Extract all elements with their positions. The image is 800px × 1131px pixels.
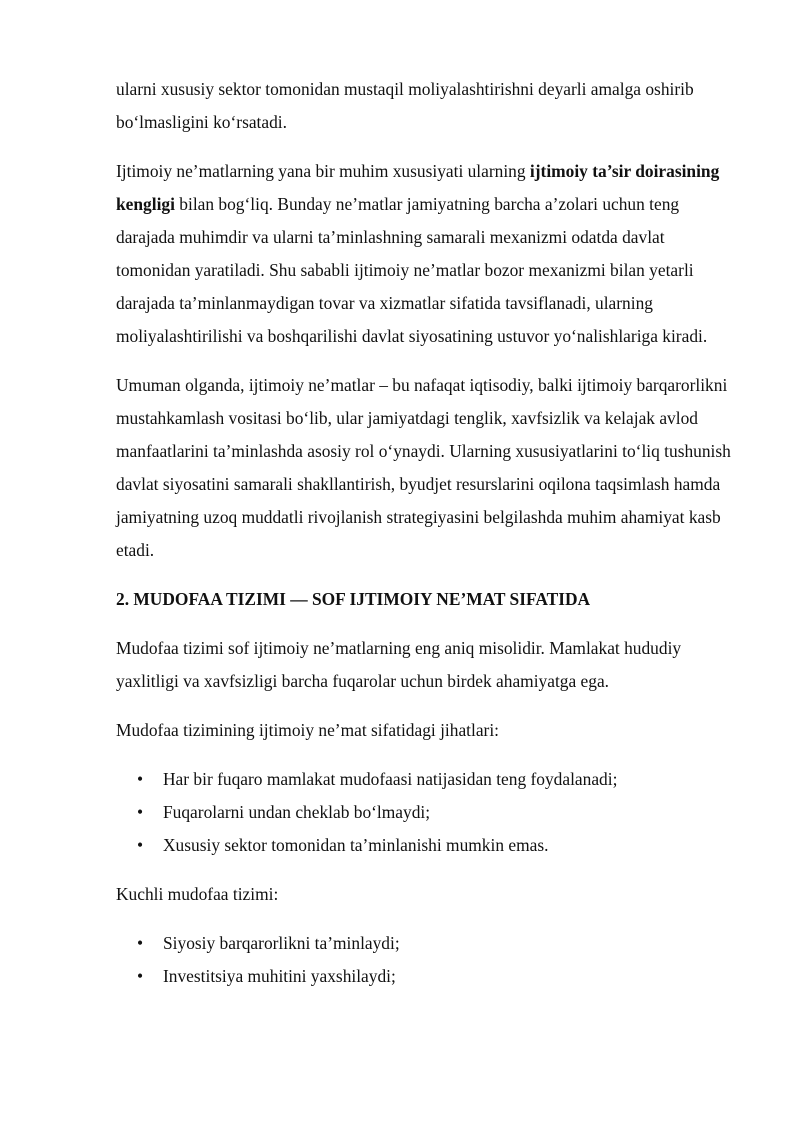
strong-defense-list <box>116 927 742 993</box>
list-item-text: Siyosiy barqarorlikni ta’minlaydi; <box>163 933 400 953</box>
list-item-text: Xususiy sektor tomonidan ta’minlanishi mumkin emas. <box>163 835 549 855</box>
bold-phrase: ijtimoiy ta’sir doirasining kengligi <box>116 161 720 214</box>
strong-defense-label: Kuchli mudofaa tizimi: <box>116 884 279 904</box>
section-heading: 2. MUDOFAA TIZIMI — SOF IJTIMOIY NE’MAT SIFATIDA <box>116 589 591 609</box>
aspects-list <box>116 763 742 862</box>
paragraph-text: Ijtimoiy ne’matlarning yana bir muhim xususiyati ularning <box>116 161 530 181</box>
bullet-icon: • <box>137 933 144 953</box>
paragraph-summary: Umuman olganda, ijtimoiy ne’matlar – bu nafaqat iqtisodiy, balki ijtimoiy barqarorlikni mustahkamlash vositasi boʻlib, ular jamiyatdagi tenglik, xavfsizlik va kelajak avlod manfaatlarini ta’minlashda asosiy rol oʻynaydi. Ularning xususiyatlarini toʻliq tushunish davlat siyosatini samarali shakllantirish, byudjet resurslarini oqilona taqsimlash hamda jamiyatning uzoq muddatli rivojlanish strategiyasini belgilashda muhim ahamiyat kasb etadi. <box>116 375 731 560</box>
list-item <box>116 763 742 796</box>
paragraph-social-impact <box>116 155 742 353</box>
list-item <box>116 829 742 862</box>
list-item <box>116 960 742 993</box>
paragraph-text: bilan bogʻliq. Bunday ne’matlar jamiyatning barcha a’zolari uchun teng darajada muhimdir va ularni ta’minlashning samarali mexanizmi odatda davlat tomonidan yaratiladi. Shu sababli ijtimoiy ne’matlar bozor mexanizmi bilan yetarli darajada ta’minlanmaydigan tovar va xizmatlar sifatida tavsiflanadi, ularning moliyalashtirilishi va boshqarilishi davlat siyosatining ustuvor yoʻnalishlariga kiradi. <box>116 194 708 346</box>
list-item-text: Har bir fuqaro mamlakat mudofaasi natijasidan teng foydalanadi; <box>163 769 618 789</box>
aspects-label: Mudofaa tizimining ijtimoiy ne’mat sifatidagi jihatlari: <box>116 720 499 740</box>
list-item-text: Fuqarolarni undan cheklab boʻlmaydi; <box>163 802 431 822</box>
section-intro: Mudofaa tizimi sof ijtimoiy ne’matlarning eng aniq misolidir. Mamlakat hududiy yaxlitligi va xavfsizligi barcha fuqarolar uchun birdek ahamiyatga ega. <box>116 638 682 691</box>
list-item-text: Investitsiya muhitini yaxshilaydi; <box>163 966 396 986</box>
bullet-icon: • <box>137 835 144 855</box>
bullet-icon: • <box>137 966 144 986</box>
bullet-icon: • <box>137 802 144 822</box>
list-item <box>116 796 742 829</box>
list-item <box>116 927 742 960</box>
paragraph-continuation: ularni xususiy sektor tomonidan mustaqil moliyalashtirishni deyarli amalga oshirib boʻlmasligini koʻrsatadi. <box>116 79 694 132</box>
bullet-icon: • <box>137 769 144 789</box>
